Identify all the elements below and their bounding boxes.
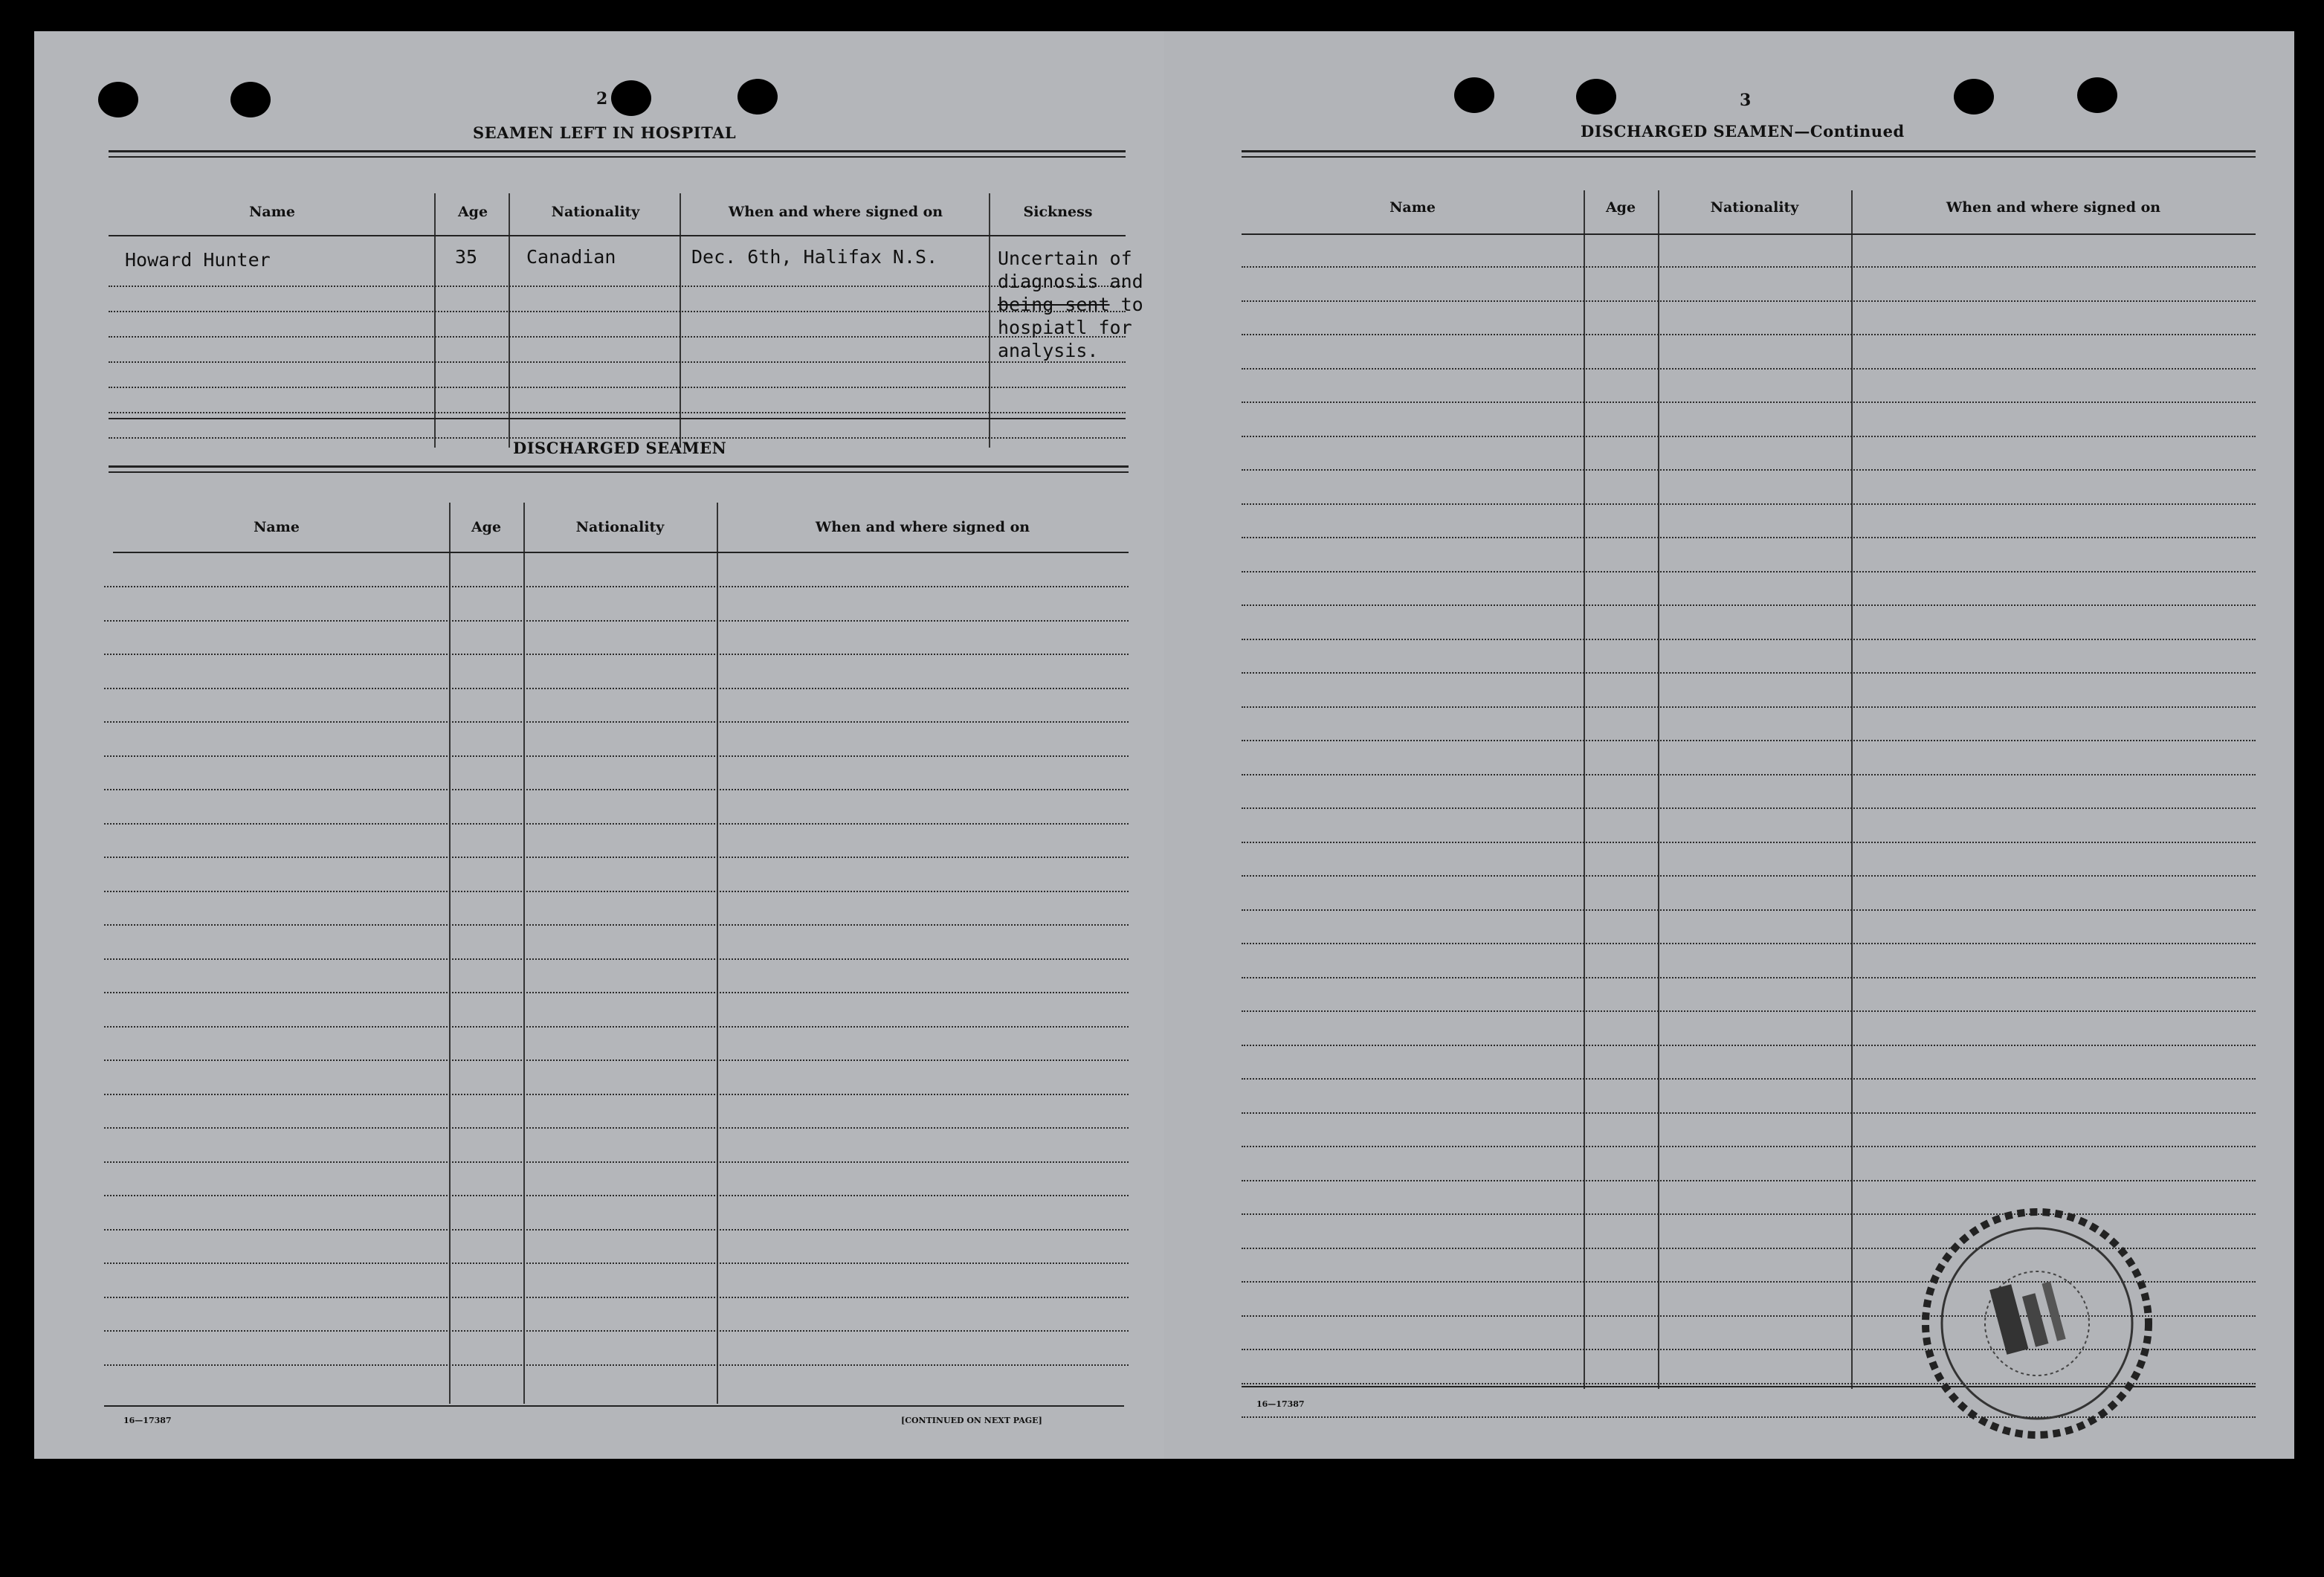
- row-line: [1242, 875, 2256, 877]
- row-line: [1242, 842, 2256, 843]
- column-divider: [434, 193, 436, 448]
- row-line: [109, 311, 1126, 312]
- row-line: [1242, 334, 2256, 335]
- column-divider: [509, 193, 510, 448]
- row-line: [104, 1364, 1129, 1366]
- seaman-name: Howard Hunter: [125, 249, 271, 271]
- row-line: [1242, 639, 2256, 640]
- hospital-bottom-rule: [109, 418, 1126, 419]
- hospital-section-title: SEAMEN LEFT IN HOSPITAL: [473, 123, 737, 142]
- left-page: [34, 31, 1164, 1459]
- row-line: [104, 688, 1129, 689]
- row-line: [104, 1330, 1129, 1332]
- column-divider: [1851, 190, 1853, 1389]
- sickness-line: hospiatl for: [998, 317, 1132, 338]
- row-line: [1242, 469, 2256, 471]
- sickness-line: [998, 293, 1143, 316]
- discharged-top-rule: [109, 465, 1129, 468]
- hospital-table: [109, 158, 1143, 448]
- row-line: [104, 586, 1129, 587]
- row-line: [1242, 571, 2256, 573]
- row-line: [1242, 740, 2256, 741]
- row-line: [104, 823, 1129, 825]
- page-number: 2: [596, 89, 608, 109]
- row-line: [1242, 807, 2256, 809]
- row-line: [104, 755, 1129, 757]
- row-line: [104, 1229, 1129, 1231]
- row-line: [1242, 909, 2256, 911]
- row-line: [104, 992, 1129, 993]
- page-number: 3: [1740, 91, 1752, 110]
- column-divider: [1584, 190, 1585, 1389]
- row-line: [104, 721, 1129, 723]
- row-line: [1242, 943, 2256, 944]
- row-line: [104, 1161, 1129, 1163]
- form-code: 16—17387: [123, 1416, 172, 1425]
- row-line: [104, 1262, 1129, 1264]
- row-line: [109, 361, 1126, 363]
- row-line: [104, 654, 1129, 655]
- row-line: [104, 1297, 1129, 1298]
- discharged-bottom-rule: [104, 1405, 1124, 1407]
- row-line: [104, 891, 1129, 892]
- row-line: [104, 924, 1129, 926]
- punch-hole: [737, 79, 778, 115]
- column-header-age: Age: [1605, 199, 1636, 216]
- row-line: [1242, 706, 2256, 708]
- row-line: [109, 286, 1126, 287]
- row-line: [1242, 604, 2256, 606]
- row-line: [1242, 672, 2256, 674]
- postmark-stamp-icon: [1918, 1204, 2156, 1442]
- row-line: [1242, 774, 2256, 775]
- discharged-top-rule: [1242, 150, 2256, 152]
- column-header-signed-on: When and where signed on: [815, 519, 1030, 535]
- discharged-section-title: DISCHARGED SEAMEN: [513, 439, 727, 457]
- discharged-continued-title: DISCHARGED SEAMEN—Continued: [1581, 122, 1905, 141]
- seaman-sickness: [998, 247, 1143, 362]
- row-line: [1242, 401, 2256, 403]
- row-line: [1242, 503, 2256, 505]
- row-line: [1242, 1112, 2256, 1114]
- row-line: [1242, 300, 2256, 302]
- row-line: [1242, 1010, 2256, 1012]
- continued-note: [CONTINUED ON NEXT PAGE]: [901, 1416, 1042, 1425]
- row-line: [104, 1127, 1129, 1129]
- seaman-signed-on: Dec. 6th, Halifax N.S.: [691, 246, 938, 268]
- row-line: [104, 958, 1129, 960]
- row-line: [104, 789, 1129, 790]
- discharged-table: [104, 473, 1129, 1410]
- row-line: [1242, 436, 2256, 437]
- header-bottom-rule: [113, 552, 1129, 553]
- sickness-line: Uncertain of: [998, 248, 1132, 269]
- punch-hole: [1954, 79, 1994, 115]
- row-line: [104, 1195, 1129, 1196]
- header-bottom-rule: [1242, 233, 2256, 235]
- punch-hole: [230, 82, 271, 117]
- column-header-age: Age: [471, 519, 502, 535]
- punch-hole: [611, 80, 651, 116]
- row-line: [104, 1060, 1129, 1061]
- column-header-name: Name: [254, 519, 300, 535]
- punch-hole: [98, 82, 138, 117]
- column-header-name: Name: [1389, 199, 1436, 216]
- row-line: [104, 1026, 1129, 1028]
- sickness-line: analysis.: [998, 340, 1099, 361]
- column-header-signed-on: When and where signed on: [1946, 199, 2161, 216]
- struck-text: being sent: [998, 294, 1110, 315]
- row-line: [1242, 1146, 2256, 1147]
- row-line: [1242, 1045, 2256, 1046]
- row-line: [104, 620, 1129, 622]
- row-line: [1242, 537, 2256, 538]
- header-bottom-rule: [109, 235, 1126, 236]
- hospital-top-rule: [109, 150, 1126, 152]
- row-line: [104, 1094, 1129, 1095]
- sickness-line: diagnosis and: [998, 271, 1143, 292]
- row-line: [1242, 368, 2256, 370]
- row-line: [109, 412, 1126, 413]
- row-line: [1242, 1180, 2256, 1181]
- row-line: [1242, 266, 2256, 268]
- column-divider: [449, 503, 451, 1404]
- form-code: 16—17387: [1256, 1399, 1305, 1409]
- seaman-age: 35: [455, 246, 478, 268]
- column-header-nationality: Nationality: [551, 204, 640, 220]
- column-divider: [1658, 190, 1659, 1389]
- punch-hole: [2077, 77, 2117, 113]
- column-header-signed-on: When and where signed on: [728, 204, 943, 220]
- column-header-age: Age: [457, 204, 488, 220]
- punch-hole: [1454, 77, 1494, 113]
- sickness-text: to: [1109, 294, 1143, 315]
- row-line: [1242, 1078, 2256, 1080]
- column-divider: [717, 503, 718, 1404]
- column-header-sickness: Sickness: [1023, 204, 1093, 220]
- column-header-nationality: Nationality: [1710, 199, 1799, 216]
- punch-hole: [1576, 79, 1616, 115]
- column-header-nationality: Nationality: [575, 519, 665, 535]
- row-line: [1242, 977, 2256, 978]
- column-divider: [523, 503, 525, 1404]
- row-line: [109, 387, 1126, 388]
- row-line: [109, 336, 1126, 338]
- column-header-name: Name: [249, 204, 295, 220]
- row-line: [104, 857, 1129, 858]
- seaman-nationality: Canadian: [526, 246, 616, 268]
- column-divider: [680, 193, 681, 448]
- column-divider: [989, 193, 990, 448]
